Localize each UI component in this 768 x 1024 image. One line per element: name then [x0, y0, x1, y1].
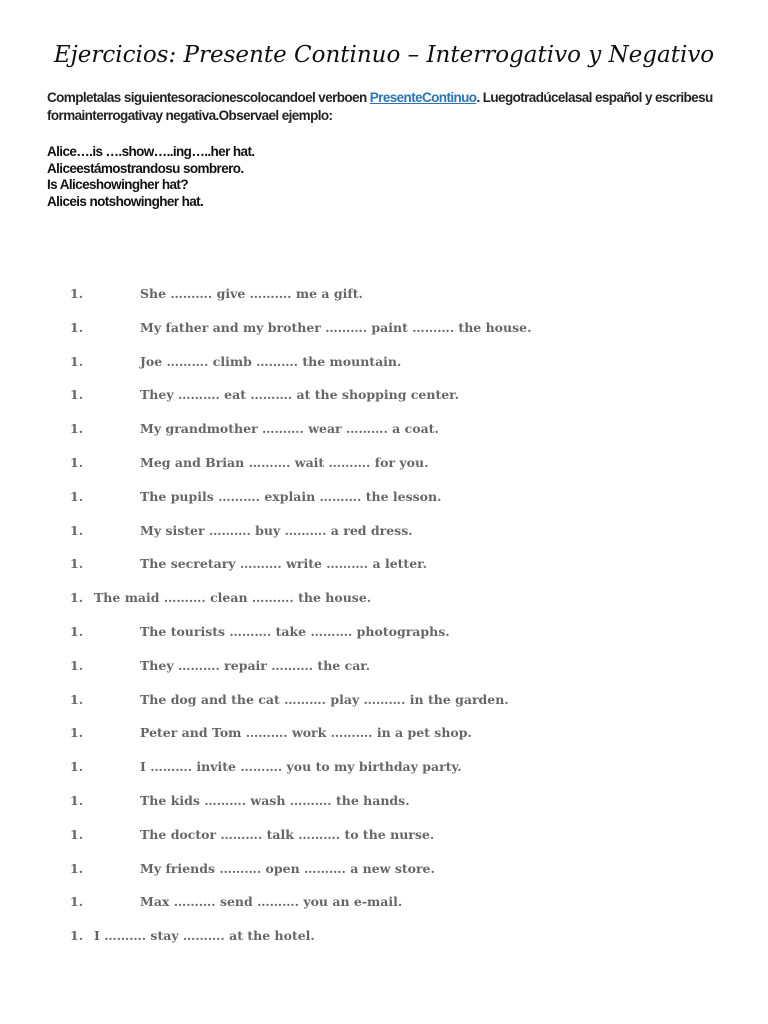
exercise-number: 1.: [70, 319, 84, 335]
exercise-number: 1.: [70, 286, 84, 301]
exercise-text: Peter and Tom ………. work ………. in a pet shop.: [140, 725, 472, 741]
exercise-text: Max ………. send ………. you an e-mail.: [140, 894, 403, 910]
exercise-item: [0, 690, 768, 724]
exercise-text: Joe ………. climb ………. the mountain.: [140, 353, 402, 369]
exercise-text: They ………. eat ………. at the shopping center.: [140, 387, 459, 403]
exercise-number: 1.: [70, 387, 84, 403]
exercise-number: 1.: [70, 860, 84, 876]
exercise-number: 1.: [70, 792, 84, 808]
exercise-number: 1.: [70, 522, 84, 538]
exercise-text: The kids ………. wash ………. the hands.: [140, 792, 410, 808]
exercise-text: I ………. invite ………. you to my birthday party.: [140, 759, 462, 775]
instructions-text-end: . Luegotradúcelasal español y escribesu formainterrogativay negativa.Observael ejemplo:: [47, 90, 713, 123]
exercise-item: [0, 453, 768, 487]
exercise-text: They ………. repair ………. the car.: [140, 657, 371, 673]
example-line: Aliceis notshowingher hat.: [47, 193, 204, 209]
exercise-number: 1.: [70, 556, 84, 572]
exercise-item: [0, 318, 768, 352]
exercise-number: 1.: [70, 590, 84, 606]
exercise-item: [0, 554, 768, 588]
exercise-item: [0, 385, 768, 419]
exercise-number: 1.: [70, 657, 84, 673]
exercise-item: [0, 487, 768, 521]
exercise-item: [0, 926, 768, 960]
exercise-item: [0, 723, 768, 757]
exercise-number: 1.: [70, 894, 84, 910]
exercise-item: [0, 284, 768, 318]
instructions-paragraph: [47, 89, 737, 125]
example-block: [47, 144, 737, 210]
instructions-text: Completalas siguientesoracionescolocandoel verboen: [47, 90, 370, 105]
exercise-text: My father and my brother ………. paint ………. the house.: [140, 319, 532, 335]
exercise-number: 1.: [70, 353, 84, 369]
exercise-item: [0, 521, 768, 555]
exercise-text: The dog and the cat ………. play ………. in the garden.: [140, 691, 509, 707]
exercise-text: The tourists ………. take ………. photographs.: [140, 623, 450, 639]
exercise-number: 1.: [70, 691, 84, 707]
exercise-text: The pupils ………. explain ………. the lesson.: [140, 488, 442, 504]
exercise-item: [0, 791, 768, 825]
exercise-text: The maid ………. clean ………. the house.: [94, 590, 372, 606]
exercise-number: 1.: [70, 928, 84, 944]
exercise-item: [0, 757, 768, 791]
exercise-text: The secretary ………. write ………. a letter.: [140, 556, 427, 572]
exercise-text: The doctor ………. talk ………. to the nurse.: [140, 826, 435, 842]
exercise-number: 1.: [70, 725, 84, 741]
exercise-item: [0, 825, 768, 859]
page-title: Ejercicios: Presente Continuo – Interrogativo y Negativo: [53, 42, 715, 68]
example-line: Aliceestámostrandosu sombrero.: [47, 160, 244, 176]
example-line: Alice….is ….show…..ing…..her hat.: [47, 144, 255, 159]
exercise-number: 1.: [70, 421, 84, 437]
exercise-item: [0, 588, 768, 622]
exercise-list: [0, 284, 768, 960]
exercise-item: [0, 419, 768, 453]
exercise-text: My grandmother ………. wear ………. a coat.: [140, 421, 439, 437]
exercise-item: [0, 656, 768, 690]
example-line: Is Aliceshowingher hat?: [47, 177, 188, 192]
exercise-item: [0, 622, 768, 656]
exercise-item: [0, 892, 768, 926]
exercise-text: My sister ………. buy ………. a red dress.: [140, 522, 413, 538]
exercise-number: 1.: [70, 826, 84, 842]
exercise-number: 1.: [70, 488, 84, 504]
exercise-text: She ………. give ………. me a gift.: [140, 286, 363, 301]
exercise-number: 1.: [70, 759, 84, 775]
exercise-text: I ………. stay ………. at the hotel.: [94, 928, 315, 944]
presente-continuo-link[interactable]: PresenteContinuo: [369, 90, 477, 105]
exercise-item: [0, 352, 768, 386]
exercise-item: [0, 859, 768, 893]
exercise-text: My friends ………. open ………. a new store.: [140, 860, 435, 876]
exercise-number: 1.: [70, 623, 84, 639]
exercise-number: 1.: [70, 454, 84, 470]
exercise-text: Meg and Brian ………. wait ………. for you.: [140, 454, 429, 470]
